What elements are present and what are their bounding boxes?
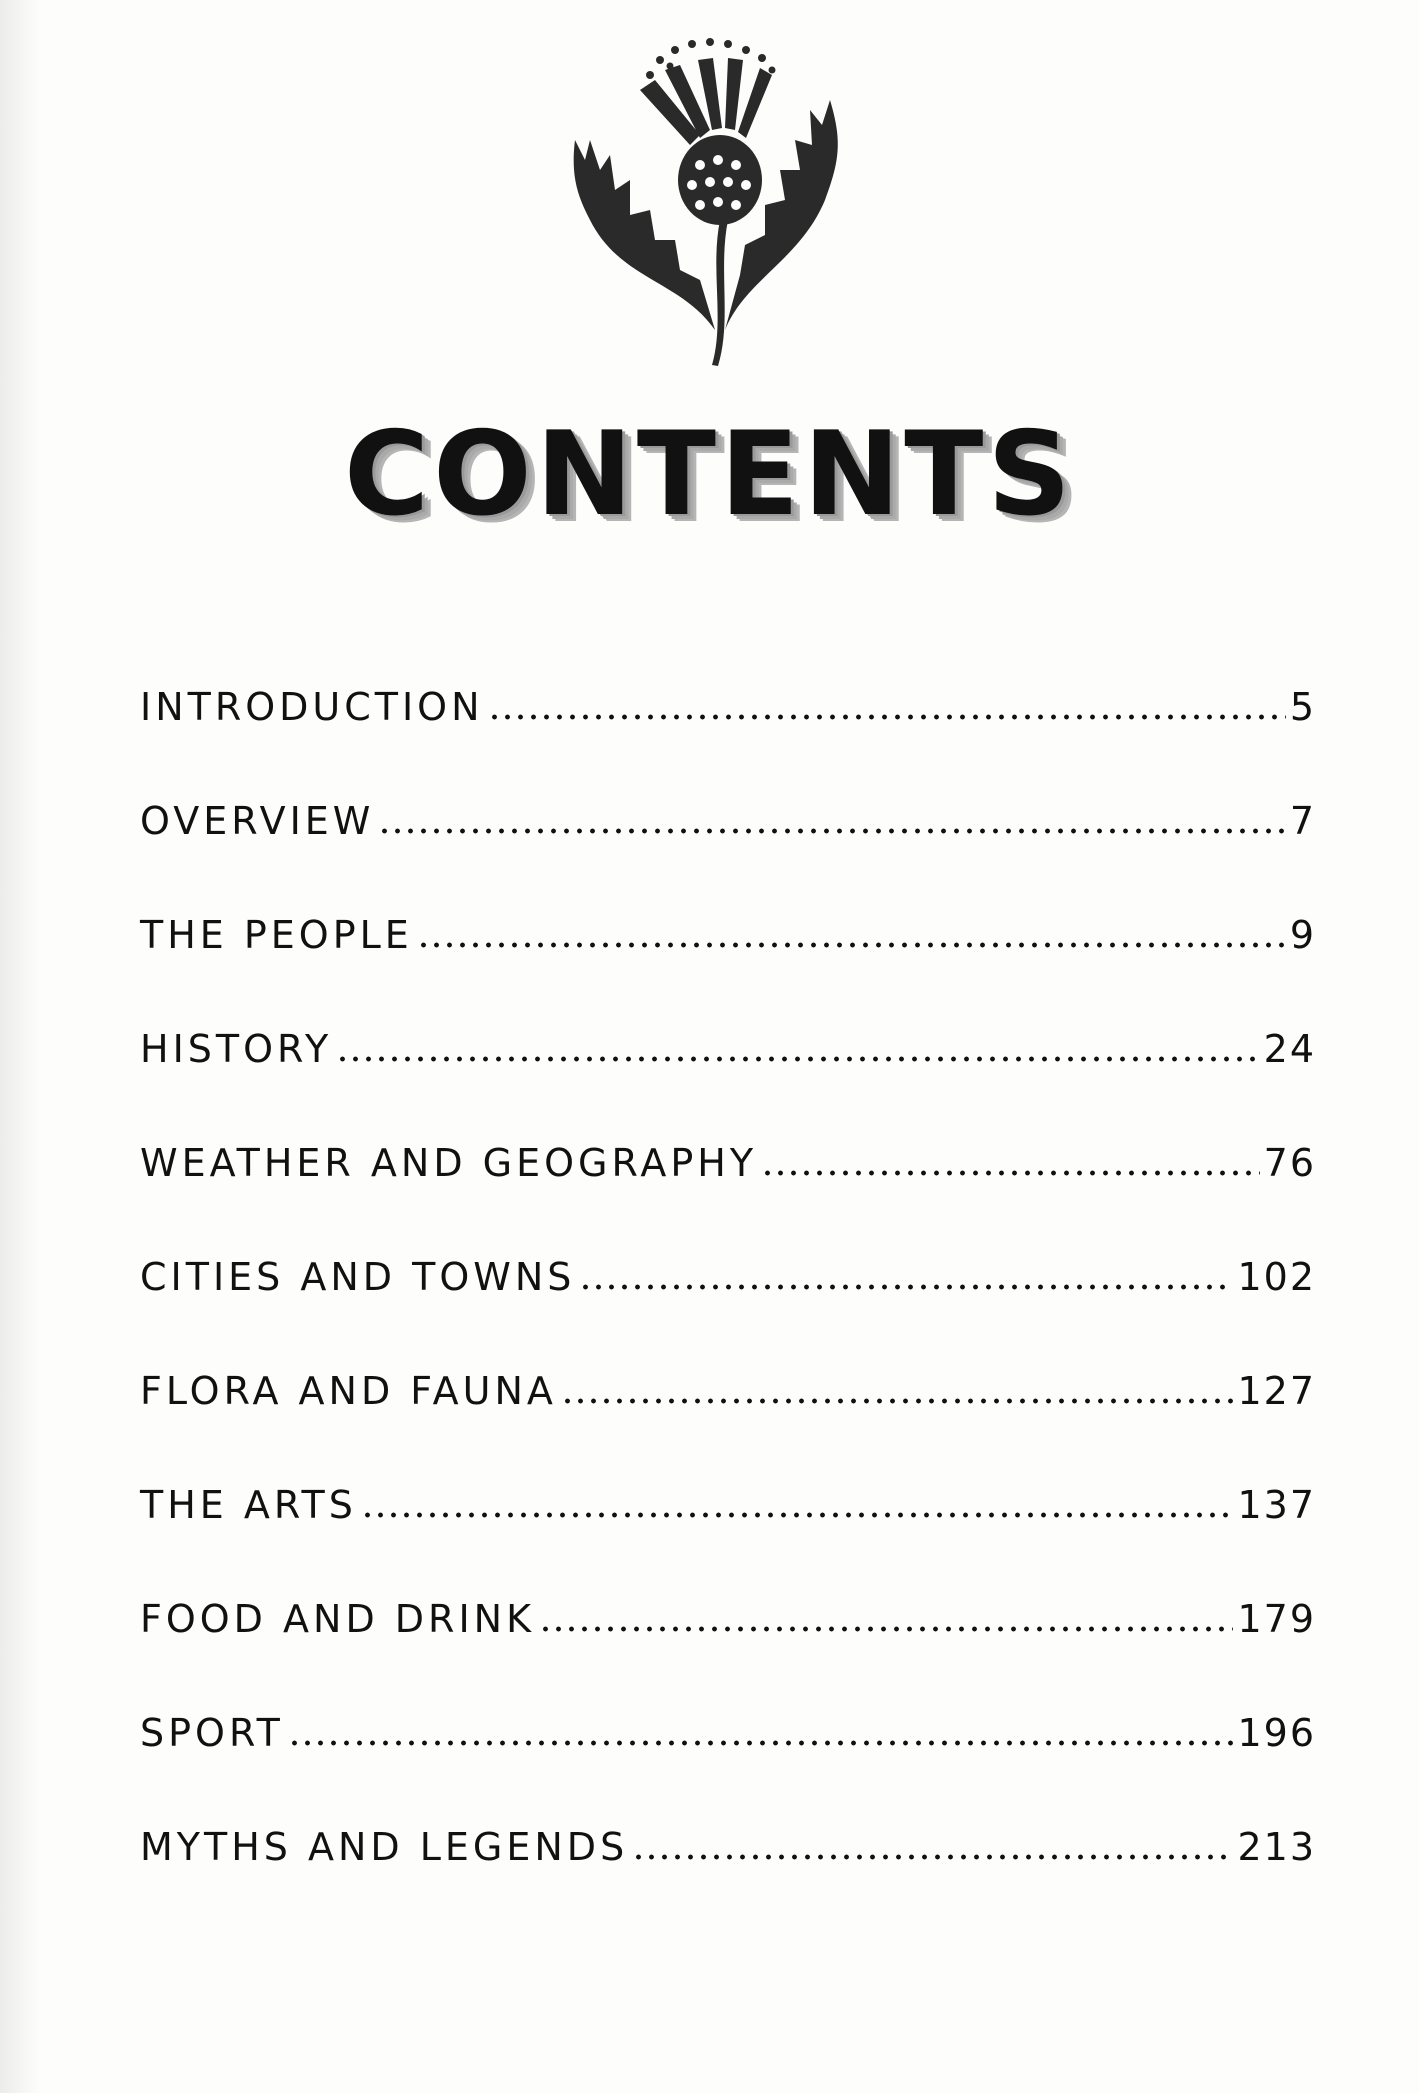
toc-page: 24 <box>1263 1027 1316 1071</box>
page-edge-shadow <box>0 0 40 2093</box>
toc-entry[interactable] <box>140 799 1316 913</box>
toc-page: 127 <box>1237 1369 1316 1413</box>
toc-page: 179 <box>1237 1597 1316 1641</box>
toc-label: INTRODUCTION <box>140 685 484 729</box>
dot-leader <box>288 1740 1234 1746</box>
toc-entry[interactable] <box>140 1027 1316 1141</box>
toc-label: HISTORY <box>140 1027 333 1071</box>
dot-leader <box>579 1284 1233 1290</box>
toc-entry[interactable] <box>140 1483 1316 1597</box>
dot-leader <box>561 1398 1234 1404</box>
dot-leader <box>632 1854 1233 1860</box>
toc-page: 102 <box>1237 1255 1316 1299</box>
toc-page: 213 <box>1237 1825 1316 1869</box>
toc-entry[interactable] <box>140 1711 1316 1825</box>
toc-label: MYTHS AND LEGENDS <box>140 1825 629 1869</box>
toc-page: 196 <box>1237 1711 1316 1755</box>
contents-heading <box>0 405 1419 544</box>
toc-entry[interactable] <box>140 685 1316 799</box>
dot-leader <box>417 942 1286 948</box>
toc-entry[interactable] <box>140 913 1316 1027</box>
toc-label: SPORT <box>140 1711 284 1755</box>
dot-leader <box>539 1626 1233 1632</box>
toc-page: 7 <box>1289 799 1316 843</box>
toc-label: CITIES AND TOWNS <box>140 1255 576 1299</box>
toc-label: THE ARTS <box>140 1483 357 1527</box>
dot-leader <box>488 714 1286 720</box>
toc-entry[interactable] <box>140 1825 1316 1939</box>
dot-leader <box>336 1056 1259 1062</box>
thistle-icon <box>560 30 860 370</box>
table-of-contents <box>140 685 1316 1939</box>
toc-page: 137 <box>1237 1483 1316 1527</box>
toc-label: WEATHER AND GEOGRAPHY <box>140 1141 758 1185</box>
page-title: CONTENTS <box>344 407 1075 542</box>
dot-leader <box>378 828 1285 834</box>
toc-entry[interactable] <box>140 1597 1316 1711</box>
toc-page: 9 <box>1289 913 1316 957</box>
toc-label: FOOD AND DRINK <box>140 1597 535 1641</box>
toc-label: FLORA AND FAUNA <box>140 1369 557 1413</box>
toc-entry[interactable] <box>140 1141 1316 1255</box>
dot-leader <box>361 1512 1234 1518</box>
dot-leader <box>761 1170 1260 1176</box>
toc-entry[interactable] <box>140 1255 1316 1369</box>
toc-label: OVERVIEW <box>140 799 375 843</box>
toc-label: THE PEOPLE <box>140 913 413 957</box>
toc-page: 76 <box>1263 1141 1316 1185</box>
toc-entry[interactable] <box>140 1369 1316 1483</box>
toc-page: 5 <box>1289 685 1316 729</box>
